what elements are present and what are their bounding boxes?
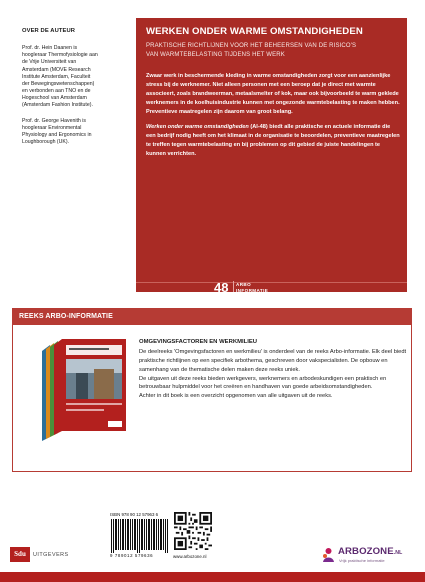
author-heading: OVER DE AUTEUR: [22, 28, 76, 34]
series-info-heading: REEKS ARBO-INFORMATIE: [13, 309, 411, 325]
series-info-text: [139, 338, 407, 401]
description-paragraph-2-text: (AI-48) biedt alle praktische en actuele informatie die een bedrijf nodig heeft om het klimaat in de organisatie te beoordelen, preventieve maatregelen te treffen tegen warmtebelasting en bij problemen op dit gebied de juiste handelingen te kunnen verrichten.: [146, 124, 400, 158]
author-bio-daanen: Prof. dr. Hein Daanen is hoogleraar Thermofysiologie aan de Vrije Universiteit van Amsterdam (MOVE Research Institute Amsterdam, Faculteit der Bewegingswetenschappen) en verbonden aan TNO en de Hogeschool van Amsterdam (Amsterdam Fashion Institute).: [22, 44, 98, 109]
author-column: [22, 28, 98, 154]
series-info-subheading: OMGEVINGSFACTOREN EN WERKMILIEU: [139, 339, 258, 345]
sdu-logo: Sdu: [10, 547, 30, 562]
author-bio-havenith: Prof. dr. George Havenith is hoogleraar Environmental Physiology and Ergonomics in Loughborough (UK).: [22, 117, 92, 146]
isbn-barcode: [110, 512, 170, 564]
arbozone-name-text: ARBOZONE: [338, 546, 394, 557]
series-info-paragraph-3: Achter in dit boek is een overzicht opgenomen van alle uitgaven uit de reeks.: [139, 393, 333, 400]
series-info-paragraph-1: De deelreeks 'Omgevingsfactoren en werkmilieu' is onderdeel van de reeks Arbo-informatie. Elk deel biedt praktische richtlijnen op een specifiek arbothema, geschreven door vakspecialisten. De opbouw en samenhang van de thematische delen maken deze reeks uniek.: [139, 349, 407, 373]
book-subtitle-line-2: VAN WARMTEBELASTING TIJDENS HET WERK: [146, 52, 285, 58]
arbozone-name-suffix: .NL: [393, 550, 403, 556]
book-description: [146, 72, 401, 165]
barcode-bars: [110, 519, 170, 553]
series-number: 48: [214, 280, 229, 295]
series-brand-separator: [233, 281, 234, 292]
book-subtitle: [146, 42, 398, 60]
description-paragraph-1: Zwaar werk in beschermende kleding in warme omstandigheden zorgt voor een aanzienlijke stress bij de werknemer. Niet alleen personen met een beroep dat je direct met warmte associeert, zoals brandweerman, metaalsmelter of kok, maar ook bijvoorbeeld te warm geklede werknemers in de koelhuisindustrie kunnen met ongezonde warmtebelasting te maken hebben. Preventieve maatregelen zijn daarom van groot belang.: [146, 73, 400, 116]
series-brand: [236, 282, 268, 293]
book-series-image: [36, 337, 130, 447]
arbozone-mark-icon: [322, 547, 335, 563]
arbozone-logo: [322, 545, 404, 567]
series-info-paragraph-2: De uitgaven uit deze reeks bieden werkgevers, werknemers en arbodeskundigen een praktisch en betrouwbaar hulpmiddel voor het creëren en handhaven van goede arbeidsomstandigheden.: [139, 375, 387, 391]
isbn-label: ISBN 978 90 12 57963 6: [110, 512, 159, 517]
series-info-box: [12, 308, 412, 472]
series-brand-line-2: INFORMATIE: [236, 287, 269, 293]
publisher-word: UITGEVERS: [33, 552, 69, 558]
arbozone-tagline: Vrijk praktische informatie: [339, 558, 385, 563]
qr-caption: www.arbozone.nl: [173, 554, 207, 559]
book-subtitle-line-1: PRAKTISCHE RICHTLIJNEN VOOR HET BEHEERSEN VAN DE RISICO'S: [146, 43, 357, 49]
description-book-ref: Werken onder warme omstandigheden: [146, 124, 249, 131]
series-brand-line-1: ARBO: [236, 282, 252, 287]
qr-pattern: [174, 512, 212, 550]
barcode-digits: 9 789012 579636: [110, 553, 154, 558]
book-title: WERKEN ONDER WARME OMSTANDIGHEDEN: [146, 26, 363, 37]
description-paragraph-2: [146, 123, 401, 159]
back-cover-panel: [136, 18, 407, 292]
qr-code: [174, 512, 214, 564]
bottom-bar: [0, 572, 425, 582]
panel-divider: [136, 282, 407, 283]
arbozone-name: [338, 546, 402, 557]
